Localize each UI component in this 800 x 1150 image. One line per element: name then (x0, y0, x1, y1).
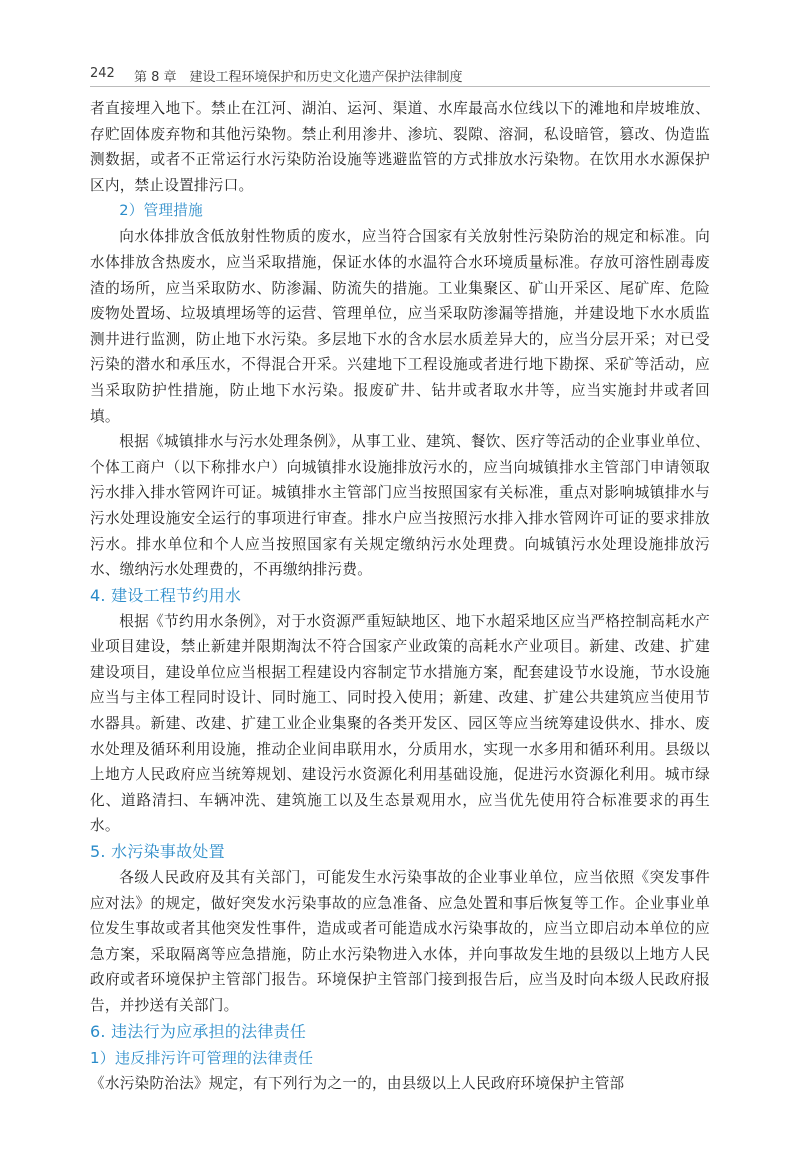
subheading-management-measures: 2）管理措施 (119, 202, 203, 220)
header-rule (90, 86, 710, 87)
subheading-permit-violation: 1）违反排污许可管理的法律责任 (90, 1048, 314, 1067)
paragraph-continuation: 者直接埋入地下。禁止在江河、湖泊、运河、渠道、水库最高水位线以下的滩地和岸坡堆放、存贮固体废弃物和其他污染物。禁止利用渗井、渗坑、裂隙、溶洞，私设暗管，篡改、伪造监测数据，或者不正常运行水污染防治设施等逃避监管的方式排放水污染物。在饮用水水源保护区内，禁止设置排污口。 (90, 100, 710, 194)
paragraph-water-saving: 根据《节约用水条例》，对于水资源严重短缺地区、地下水超采地区应当严格控制高耗水产业项目建设，禁止新建并限期淘汰不符合国家产业政策的高耗水产业项目。新建、改建、扩建建设项目，建设单位应当根据工程建设内容制定节水措施方案，配套建设节水设施，节水设施应当与主体工程同时设计、同时施工、同时投入使用；新建、改建、扩建公共建筑应当使用节水器具。新建、改建、扩建工业企业集聚的各类开发区、园区等应当统筹建设供水、排水、废水处理及循环利用设施，推动企业间串联用水，分质用水，实现一水多用和循环利用。县级以上地方人民政府应当统筹规划、建设污水资源化利用基础设施，促进污水资源化利用。城市绿化、道路清扫、车辆冲洗、建筑施工以及生态景观用水，应当优先使用符合标准要求的再生水。 (90, 612, 710, 835)
paragraph-urban-drainage: 根据《城镇排水与污水处理条例》，从事工业、建筑、餐饮、医疗等活动的企业事业单位、个体工商户（以下称排水户）向城镇排水设施排放污水的，应当向城镇排水主管部门申请领取污水排入排水管网许可证。城镇排水主管部门应当按照国家有关标准，重点对影响城镇排水与污水处理设施安全运行的事项进行审查。排水户应当按照污水排入排水管网许可证的要求排放污水。排水单位和个人应当按照国家有关规定缴纳污水处理费。向城镇污水处理设施排放污水、缴纳污水处理费的，不再缴纳排污费。 (90, 433, 710, 579)
chapter-title: 第 8 章 建设工程环境保护和历史文化遗产保护法律制度 (134, 70, 463, 85)
section-heading-water-saving: 4. 建设工程节约用水 (90, 585, 242, 605)
running-header (90, 62, 710, 88)
section-heading-pollution-accident: 5. 水污染事故处置 (90, 842, 225, 862)
page-number: 242 (90, 66, 115, 81)
paragraph-pollution-accident: 各级人民政府及其有关部门，可能发生水污染事故的企业事业单位，应当依照《突发事件应对法》的规定，做好突发水污染事故的应急准备、应急处置和事后恢复等工作。企业事业单位发生事故或者其他突发性事件，造成或者可能造成水污染事故的，应当立即启动本单位的应急方案，采取隔离等应急措施，防止水污染物进入水体，并向事故发生地的县级以上地方人民政府或者环境保护主管部门报告。环境保护主管部门接到报告后，应当及时向本级人民政府报告，并抄送有关部门。 (90, 869, 710, 1014)
paragraph-radioactive-wastewater: 向水体排放含低放射性物质的废水，应当符合国家有关放射性污染防治的规定和标准。向水体排放含热废水，应当采取措施，保证水体的水温符合水环境质量标准。存放可溶性剧毒废渣的场所，应当采取防水、防渗漏、防流失的措施。工业集聚区、矿山开采区、尾矿库、危险废物处置场、垃圾填埋场等的运营、管理单位，应当采取防渗漏等措施，并建设地下水水质监测井进行监测，防止地下水污染。多层地下水的含水层水质差异大的，应当分层开采；对已受污染的潜水和承压水，不得混合开采。兴建地下工程设施或者进行地下勘探、采矿等活动，应当采取防护性措施，防止地下水污染。报废矿井、钻井或者取水井等，应当实施封井或者回填。 (90, 228, 710, 425)
page-body (90, 96, 710, 1096)
section-heading-legal-liability: 6. 违法行为应承担的法律责任 (90, 1021, 307, 1041)
paragraph-law-provision: 《水污染防治法》规定，有下列行为之一的，由县级以上人民政府环境保护主管部 (90, 1074, 625, 1092)
